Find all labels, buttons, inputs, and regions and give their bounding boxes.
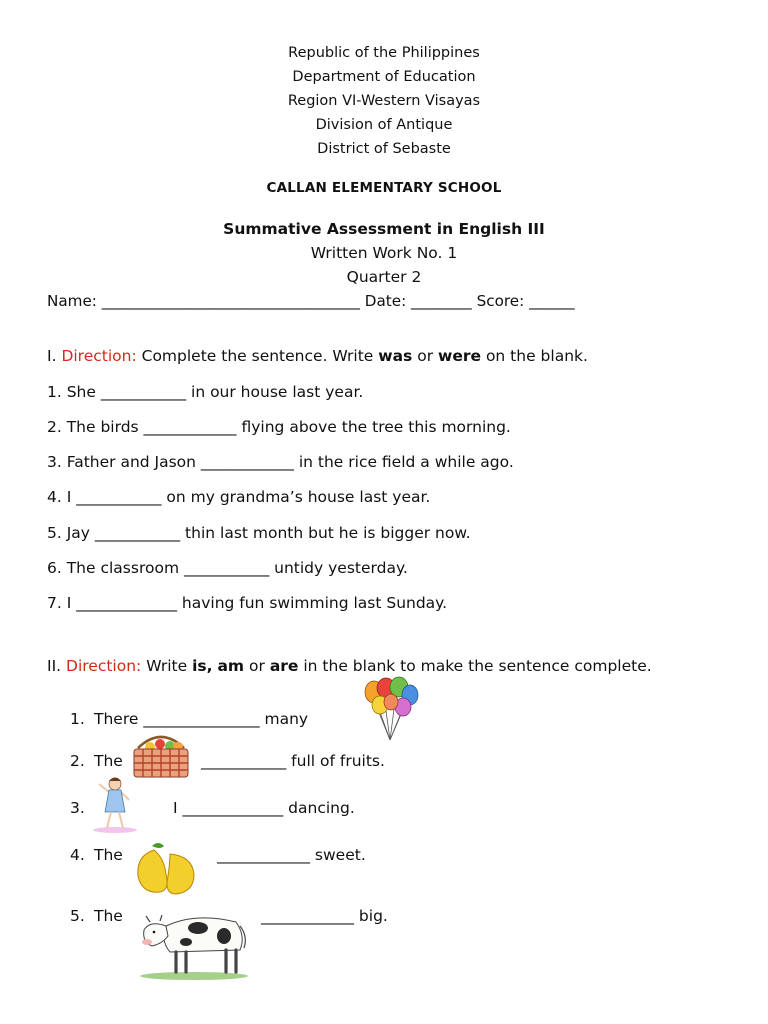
part1-or: or — [417, 347, 434, 365]
header-region: Region VI-Western Visayas — [287, 93, 481, 109]
part2-word-are: are — [269, 657, 299, 675]
part2-item-2-number: 2. — [70, 752, 85, 770]
part2-word-is: is — [192, 657, 207, 675]
part1-item-5: 5. Jay ___________ thin last month but he is bigger now. — [47, 524, 471, 542]
dancing-girl-image — [85, 772, 151, 838]
part1-item-1: 1. She ___________ in our house last year. — [47, 383, 364, 401]
part2-item-3-text: I _____________ dancing. — [173, 799, 355, 817]
part2-item-5-before: The — [94, 907, 123, 925]
part2-item-4-before: The — [94, 846, 123, 864]
header-division: Division of Antique — [315, 117, 453, 133]
part2-direction-label: Direction: — [66, 657, 142, 675]
part1-direction-text: Complete the sentence. Write — [141, 347, 374, 365]
part2-or: or — [249, 657, 265, 675]
mango-image — [130, 840, 200, 900]
header-department: Department of Education — [292, 69, 476, 85]
part2-item-3-number: 3. — [70, 799, 85, 817]
header-district: District of Sebaste — [317, 141, 451, 157]
part1-item-4: 4. I ___________ on my grandma’s house last year. — [47, 488, 431, 506]
part2-item-2-before: The — [94, 752, 123, 770]
cow-image — [136, 906, 252, 980]
part2-comma: , — [206, 657, 213, 675]
part1-word-was: was — [378, 347, 413, 365]
part1-item-7: 7. I _____________ having fun swimming last Sunday. — [47, 594, 448, 612]
part2-item-5-number: 5. — [70, 907, 85, 925]
part1-direction-end: on the blank. — [485, 347, 588, 365]
part1-item-6: 6. The classroom ___________ untidy yesterday. — [47, 559, 408, 577]
part2-write: Write — [146, 657, 188, 675]
part2-item-2-text: ___________ full of fruits. — [201, 752, 385, 770]
part2-item-5-text: ____________ big. — [261, 907, 388, 925]
school-name: CALLAN ELEMENTARY SCHOOL — [266, 180, 502, 196]
part1-direction-label: Direction: — [61, 347, 137, 365]
part1-item-3: 3. Father and Jason ____________ in the rice field a while ago. — [47, 453, 514, 471]
written-work-label: Written Work No. 1 — [310, 244, 458, 262]
part1-item-2: 2. The birds ____________ flying above the tree this morning. — [47, 418, 511, 436]
quarter-label: Quarter 2 — [346, 268, 422, 286]
part2-item-4-text: ____________ sweet. — [217, 846, 366, 864]
part1-direction — [47, 347, 588, 365]
part2-item-4-number: 4. — [70, 846, 85, 864]
part2-roman: II. — [47, 657, 62, 675]
part2-item-1-text: There _______________ many — [94, 710, 309, 728]
part1-roman: I. — [47, 347, 57, 365]
part2-direction — [47, 657, 652, 675]
name-date-score-line: Name: __________________________________ Date: ________ Score: ______ — [47, 292, 575, 310]
part2-word-am: am — [217, 657, 245, 675]
assessment-title: Summative Assessment in English III — [223, 220, 545, 238]
part1-word-were: were — [438, 347, 482, 365]
balloons-image — [360, 678, 420, 748]
header-republic: Republic of the Philippines — [288, 45, 480, 61]
part2-item-1-number: 1. — [70, 710, 85, 728]
part2-direction-end: in the blank to make the sentence complete. — [303, 657, 652, 675]
